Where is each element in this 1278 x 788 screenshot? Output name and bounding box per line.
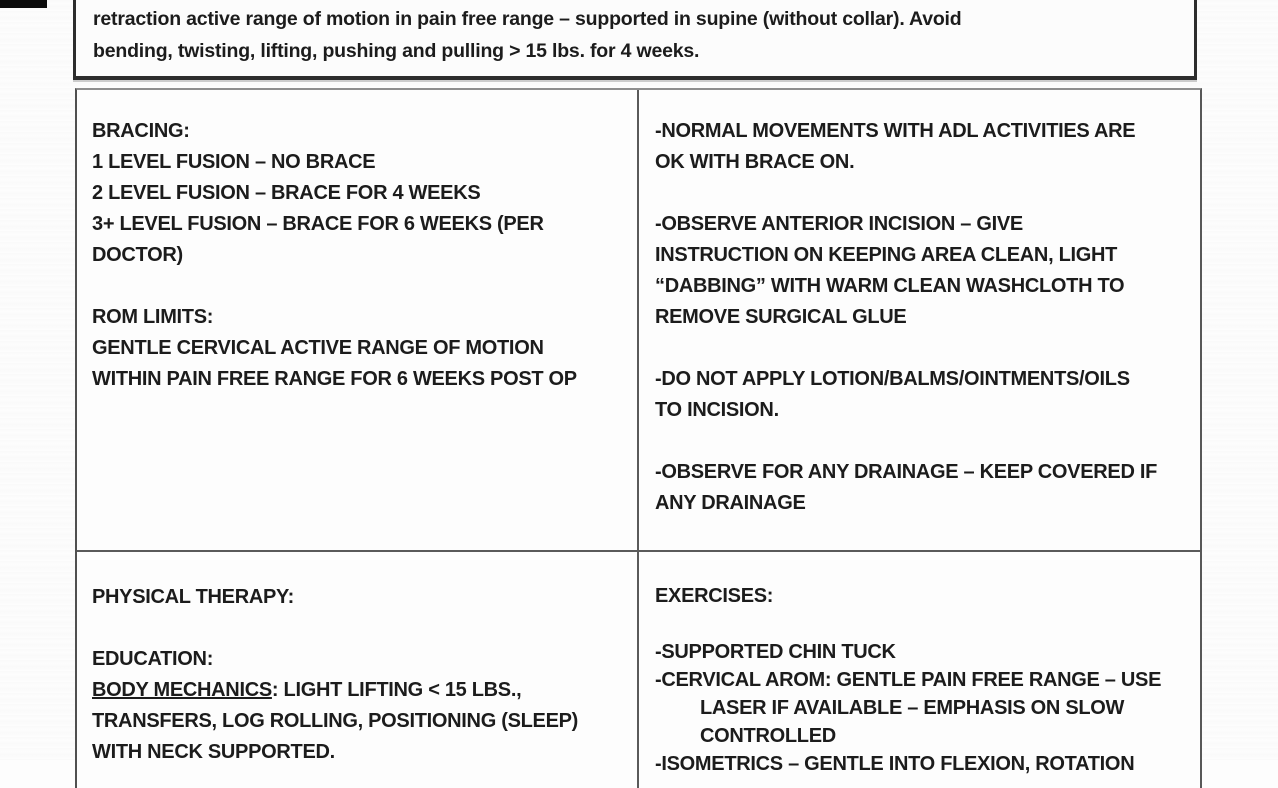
text-line: EXERCISES: — [655, 585, 774, 607]
text-line: -SUPPORTED CHIN TUCK — [655, 641, 896, 663]
text-line: “DABBING” WITH WARM CLEAN WASHCLOTH TO — [655, 275, 1125, 297]
text-line: PHYSICAL THERAPY: — [92, 586, 294, 608]
text-line: -ISOMETRICS – GENTLE INTO FLEXION, ROTATION — [655, 753, 1135, 775]
text-line: -OBSERVE FOR ANY DRAINAGE – KEEP COVERED IF — [655, 461, 1158, 483]
text-line: WITH NECK SUPPORTED. — [92, 741, 335, 763]
underlined-term: BODY MECHANICS — [92, 679, 272, 701]
text-line: 3+ LEVEL FUSION – BRACE FOR 6 WEEKS (PER — [92, 213, 544, 235]
text-line: WITHIN PAIN FREE RANGE FOR 6 WEEKS POST OP — [92, 368, 577, 390]
precautions-intro-box — [73, 0, 1197, 80]
text-line: REMOVE SURGICAL GLUE — [655, 306, 907, 328]
protocol-table — [75, 88, 1202, 788]
text-line: 1 LEVEL FUSION – NO BRACE — [92, 151, 376, 173]
cell-incision-care — [637, 90, 1200, 550]
text-line — [92, 271, 629, 302]
scan-artifact-bar — [0, 0, 47, 8]
text-line: EDUCATION: — [92, 648, 214, 670]
text-line: -OBSERVE ANTERIOR INCISION – GIVE — [655, 213, 1023, 235]
cell-bracing-rom-limits — [77, 90, 637, 550]
text-line: DOCTOR) — [92, 244, 183, 266]
text-line: OK WITH BRACE ON. — [655, 151, 855, 173]
text-line: ROM LIMITS: — [92, 306, 214, 328]
text-line: TO INCISION. — [655, 399, 779, 421]
text-line: -NORMAL MOVEMENTS WITH ADL ACTIVITIES ARE — [655, 120, 1136, 142]
text-line — [655, 610, 1192, 638]
text-line: retraction active range of motion in pain free range – supported in supine (without collar). Avoid — [93, 8, 962, 30]
cell-exercises — [637, 550, 1200, 788]
text-line: BODY MECHANICS: LIGHT LIFTING < 15 LBS., — [92, 679, 522, 701]
text-line — [655, 178, 1192, 209]
text-line: LASER IF AVAILABLE – EMPHASIS ON SLOW — [700, 697, 1125, 719]
text-line: TRANSFERS, LOG ROLLING, POSITIONING (SLEEP) — [92, 710, 579, 732]
text-line: BRACING: — [92, 120, 190, 142]
text-line: INSTRUCTION ON KEEPING AREA CLEAN, LIGHT — [655, 244, 1118, 266]
text-line — [655, 333, 1192, 364]
text-line: 2 LEVEL FUSION – BRACE FOR 4 WEEKS — [92, 182, 481, 204]
text-line: bending, twisting, lifting, pushing and pulling > 15 lbs. for 4 weeks. — [93, 40, 700, 62]
text-line — [655, 426, 1192, 457]
text-line: CONTROLLED — [700, 725, 836, 747]
text-line: -DO NOT APPLY LOTION/BALMS/OINTMENTS/OILS — [655, 368, 1130, 390]
text-line — [92, 613, 629, 644]
text-line: GENTLE CERVICAL ACTIVE RANGE OF MOTION — [92, 337, 544, 359]
text-line: ANY DRAINAGE — [655, 492, 806, 514]
text-line: -CERVICAL AROM: GENTLE PAIN FREE RANGE – USE — [655, 669, 1162, 691]
cell-physical-therapy-education — [77, 550, 637, 788]
